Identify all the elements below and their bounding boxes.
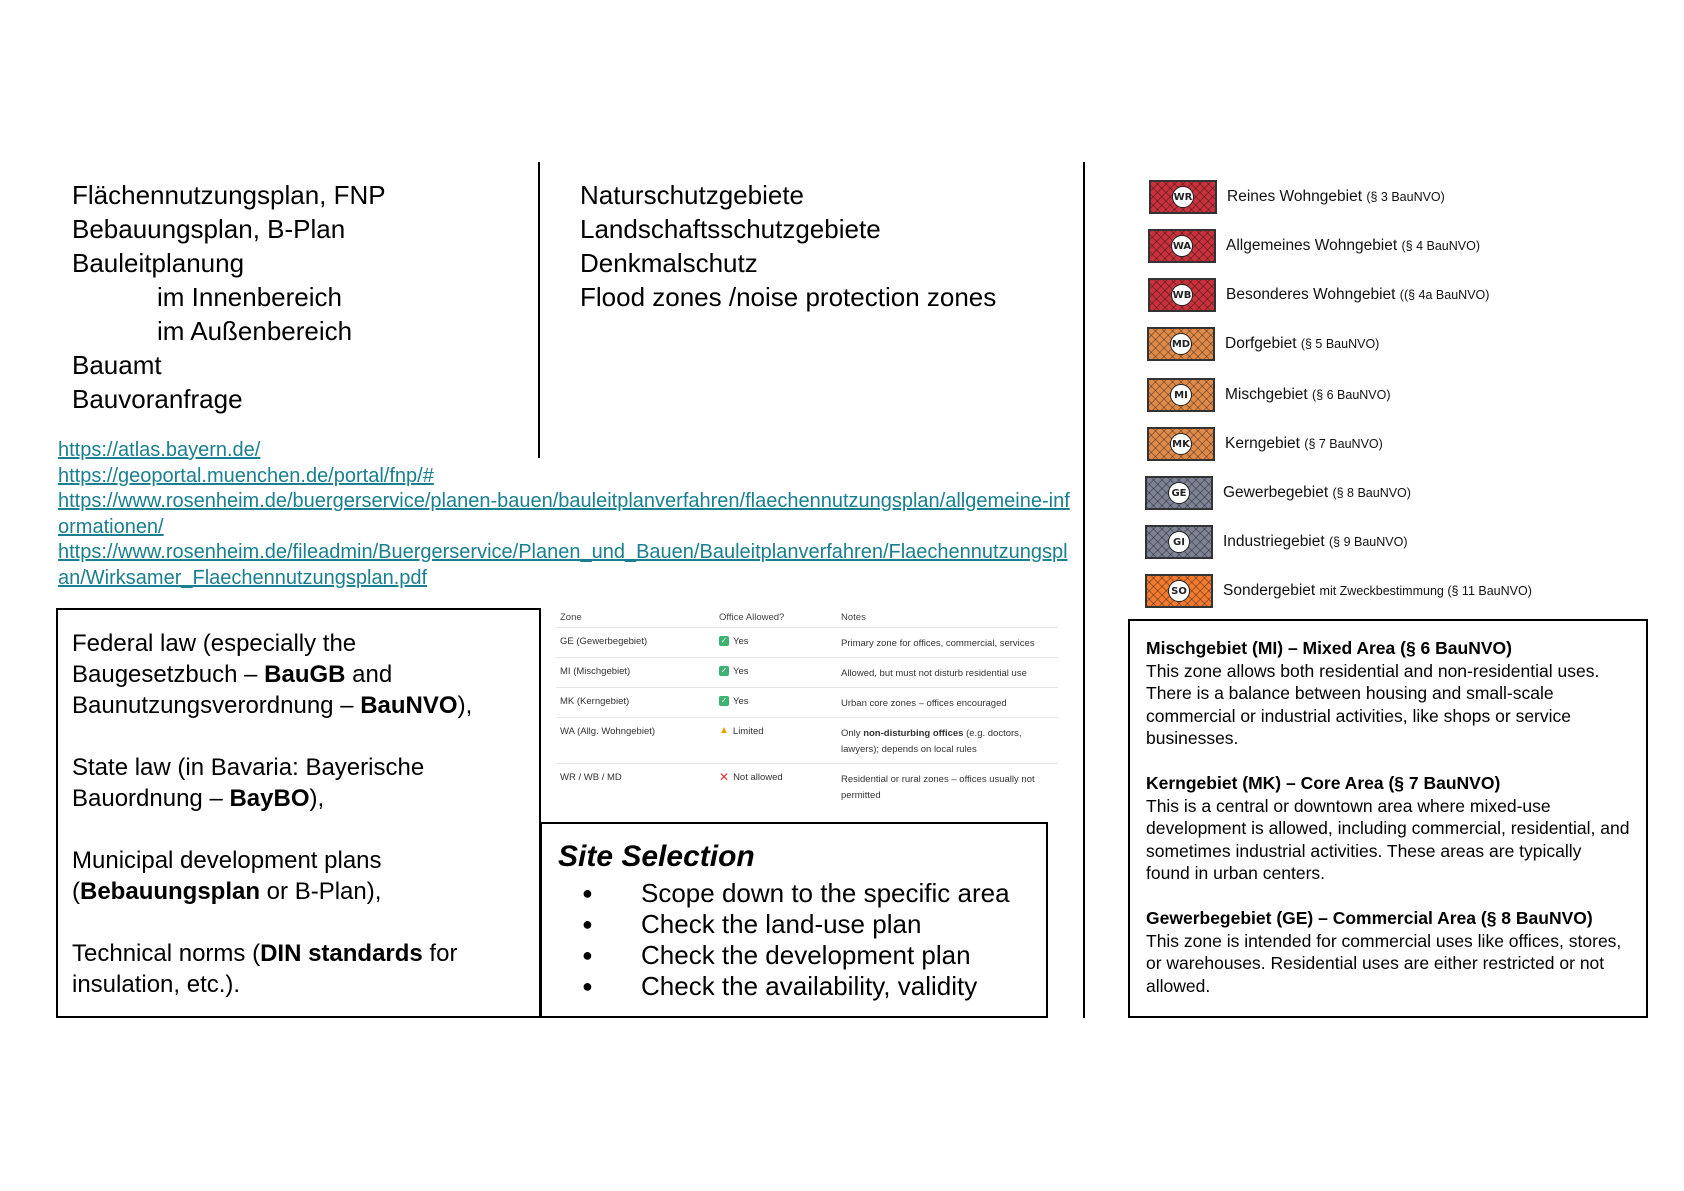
table-row <box>556 764 1058 808</box>
legend-label <box>1225 435 1383 453</box>
zone-descriptions-box <box>1128 619 1648 1018</box>
law-text: for insulation, etc.). <box>72 940 458 998</box>
allowed-text: Yes <box>733 636 749 647</box>
protection-item: Landschaftsschutzgebiete <box>580 214 881 244</box>
zone-code-badge: WR <box>1172 186 1194 208</box>
legend-label-text: Besonderes Wohngebiet <box>1226 286 1396 303</box>
legend-label <box>1225 386 1391 404</box>
legend-label-text: Gewerbegebiet <box>1223 484 1329 501</box>
zone-code-badge: GI <box>1168 531 1190 553</box>
legend-ref: (§ 5 BauNVO) <box>1300 337 1380 351</box>
legend-label-text: Kerngebiet <box>1225 435 1300 452</box>
list-item <box>558 878 1030 909</box>
legend-ref: (§ 4 BauNVO) <box>1401 239 1481 253</box>
allowed-text: Yes <box>733 696 749 707</box>
list-item-text: Check the availability, validity <box>641 971 978 1001</box>
table-header-row <box>556 608 1058 628</box>
law-state <box>72 752 525 814</box>
hatched-swatch <box>1145 574 1213 608</box>
legend-ref: (§ 8 BauNVO) <box>1332 486 1411 500</box>
link-rosenheim-pdf[interactable]: https://www.rosenheim.de/fileadmin/Buergerservice/Planen_und_Bauen/Bauleitplanverfahren/Flaechennutzungsplan/Wirksamer_Flaechennutzungsplan.pdf <box>58 541 1068 589</box>
planning-terms-list <box>72 178 386 416</box>
term-item: Bauleitplanung <box>72 248 245 278</box>
protection-item: Naturschutzgebiete <box>580 180 805 210</box>
notes-text: (e.g. doctors, lawyers); depends on local rules <box>841 728 1022 755</box>
notes-cell: Primary zone for offices, commercial, services <box>841 638 1035 649</box>
list-item <box>558 940 1030 971</box>
allowed-cell <box>719 666 841 687</box>
law-text: ), <box>309 785 325 812</box>
reference-links <box>58 438 1070 591</box>
legend-label-text: Mischgebiet <box>1225 386 1308 403</box>
warning-icon: ▲ <box>719 725 729 736</box>
hatched-swatch <box>1147 327 1215 361</box>
zone-code-badge: MI <box>1170 384 1192 406</box>
legend-item-md <box>1147 327 1379 361</box>
check-icon: ✓ <box>720 696 728 705</box>
hatched-swatch <box>1147 378 1215 412</box>
law-text: Federal law (especially the Baugesetzbuch – <box>72 630 357 688</box>
check-icon: ✓ <box>720 636 728 645</box>
bullet-icon: ● <box>582 914 593 934</box>
law-bold: BauNVO <box>360 692 458 719</box>
allowed-cell <box>719 726 841 763</box>
legend-ref: (§ 9 BauNVO) <box>1329 535 1408 549</box>
legend-ref: (§ 6 BauNVO) <box>1312 388 1391 402</box>
law-bold: BauGB <box>264 661 346 688</box>
legend-item-wa <box>1148 229 1480 263</box>
zone-code-badge: SO <box>1168 580 1190 602</box>
legend-label <box>1223 484 1411 502</box>
zone-cell: WR / WB / MD <box>560 772 622 783</box>
allowed-text: Not allowed <box>733 772 783 783</box>
description-mi <box>1146 637 1630 750</box>
site-selection-list <box>558 878 1030 1002</box>
legend-label-text: Sondergebiet <box>1223 582 1316 599</box>
link-atlas-bayern[interactable]: https://atlas.bayern.de/ <box>58 439 261 461</box>
legend-label-text: Industriegebiet <box>1223 533 1325 550</box>
hatched-swatch <box>1148 278 1216 312</box>
law-bold: DIN standards <box>260 940 423 967</box>
legend-label <box>1223 582 1532 600</box>
description-title: Mischgebiet (MI) – Mixed Area (§ 6 BauNVO) <box>1146 638 1512 658</box>
notes-bold: non-disturbing offices <box>863 728 964 739</box>
legend-item-ge <box>1145 476 1411 510</box>
legend-item-wb <box>1148 278 1489 312</box>
description-body: This is a central or downtown area where mixed-use development is allowed, including commercial, residential, and sometimes industrial activities. These areas are typically found in urban centers. <box>1146 795 1630 883</box>
site-selection-title: Site Selection <box>558 840 755 873</box>
legend-ref: ((§ 4a BauNVO) <box>1399 288 1490 302</box>
law-text: Municipal development plans ( <box>72 847 382 905</box>
description-title: Gewerbegebiet (GE) – Commercial Area (§ 8 BauNVO) <box>1146 908 1593 928</box>
legend-ref: (§ 3 BauNVO) <box>1366 190 1445 204</box>
cross-icon: ✕ <box>719 770 730 784</box>
bullet-icon: ● <box>582 976 593 996</box>
term-item: Bebauungsplan, B-Plan <box>72 214 346 244</box>
hatched-swatch <box>1147 427 1215 461</box>
legend-ref: (§ 7 BauNVO) <box>1304 437 1383 451</box>
legend-ref: mit Zweckbestimmung (§ 11 BauNVO) <box>1319 584 1532 598</box>
protection-zones-list <box>580 178 996 314</box>
link-geoportal-muenchen[interactable]: https://geoportal.muenchen.de/portal/fnp/# <box>58 464 434 487</box>
check-icon: ✓ <box>720 666 728 675</box>
header-office-allowed: Office Allowed? <box>719 612 785 623</box>
zone-cell: MI (Mischgebiet) <box>560 666 631 677</box>
site-selection-box <box>540 822 1048 1018</box>
table-row <box>556 718 1058 764</box>
notes-cell: Residential or rural zones – offices usually not permitted <box>841 774 1035 801</box>
hatched-swatch <box>1145 525 1213 559</box>
zone-code-badge: GE <box>1168 482 1190 504</box>
bullet-icon: ● <box>582 883 593 903</box>
notes-cell: Allowed, but must not disturb residential use <box>841 668 1027 679</box>
term-item-indented: im Außenbereich <box>157 316 353 346</box>
law-text: Technical norms ( <box>72 940 261 967</box>
term-item: Bauvoranfrage <box>72 384 243 414</box>
hatched-swatch <box>1145 476 1213 510</box>
table-row <box>556 688 1058 718</box>
list-item-text: Check the development plan <box>641 940 971 970</box>
legal-framework-box <box>56 608 541 1018</box>
zone-cell: GE (Gewerbegebiet) <box>560 636 648 647</box>
zone-cell: MK (Kerngebiet) <box>560 696 630 707</box>
law-text: ), <box>457 692 473 719</box>
legend-item-mi <box>1147 378 1391 412</box>
column-divider <box>1083 162 1085 1018</box>
legend-label <box>1225 335 1379 353</box>
law-text: State law (in Bavaria: Bayerische Bauordnung – <box>72 754 425 812</box>
law-text: and Baunutzungsverordnung – <box>72 661 393 719</box>
list-item <box>558 971 1030 1002</box>
description-mk <box>1146 772 1630 885</box>
law-municipal <box>72 845 525 907</box>
table-row <box>556 658 1058 688</box>
description-ge <box>1146 907 1630 997</box>
zone-cell: WA (Allg. Wohngebiet) <box>560 726 656 737</box>
term-item: Bauamt <box>72 350 162 380</box>
header-zone: Zone <box>560 612 582 623</box>
notes-cell: Urban core zones – offices encouraged <box>841 698 1007 709</box>
law-technical <box>72 938 525 1000</box>
header-notes: Notes <box>841 611 866 623</box>
legend-item-gi <box>1145 525 1408 559</box>
zone-code-badge: MD <box>1170 333 1192 355</box>
legend-label-text: Reines Wohngebiet <box>1227 188 1362 205</box>
allowed-text: Yes <box>733 666 749 677</box>
legend-label <box>1226 237 1480 255</box>
term-item-indented: im Innenbereich <box>157 282 342 312</box>
zone-code-badge: MK <box>1170 433 1192 455</box>
list-item <box>558 909 1030 940</box>
allowed-cell <box>719 772 841 808</box>
law-bold: Bebauungsplan <box>80 878 261 905</box>
allowed-text: Limited <box>732 726 764 737</box>
legend-label <box>1227 188 1445 206</box>
allowed-cell <box>719 636 841 657</box>
list-item-text: Check the land-use plan <box>641 909 922 939</box>
protection-item: Flood zones /noise protection zones <box>580 282 997 312</box>
law-bold: BayBO <box>229 785 310 812</box>
description-body: This zone allows both residential and non-residential uses. There is a balance between housing and small-scale commercial or industrial activities, like shops or service businesses. <box>1146 660 1600 748</box>
link-rosenheim-info[interactable]: https://www.rosenheim.de/buergerservice/planen-bauen/bauleitplanverfahren/flaechennutzungsplan/allgemeine-informationen/ <box>58 490 1070 538</box>
description-title: Kerngebiet (MK) – Core Area (§ 7 BauNVO) <box>1146 773 1501 793</box>
legend-label <box>1226 286 1489 304</box>
legend-label-text: Allgemeines Wohngebiet <box>1226 237 1398 254</box>
allowed-cell <box>719 696 841 717</box>
list-item-text: Scope down to the specific area <box>641 878 1010 908</box>
zone-office-table <box>556 608 1058 808</box>
hatched-swatch <box>1149 180 1217 214</box>
legend-label-text: Dorfgebiet <box>1225 335 1297 352</box>
notes-text: Only <box>841 728 864 739</box>
hatched-swatch <box>1148 229 1216 263</box>
column-divider <box>538 162 540 458</box>
zone-code-badge: WA <box>1171 235 1193 257</box>
law-federal <box>72 628 525 721</box>
zone-code-badge: WB <box>1171 284 1193 306</box>
term-item: Flächennutzungsplan, FNP <box>72 180 386 210</box>
law-text: or B-Plan), <box>260 878 382 905</box>
legend-item-mk <box>1147 427 1383 461</box>
bullet-icon: ● <box>582 945 593 965</box>
protection-item: Denkmalschutz <box>580 248 758 278</box>
notes-cell <box>841 726 1058 763</box>
legend-item-so <box>1145 574 1532 608</box>
table-row <box>556 628 1058 658</box>
legend-item-wr <box>1149 180 1445 214</box>
legend-label <box>1223 533 1408 551</box>
description-body: This zone is intended for commercial uses like offices, stores, or warehouses. Residential uses are either restricted or not allowed. <box>1146 930 1622 996</box>
